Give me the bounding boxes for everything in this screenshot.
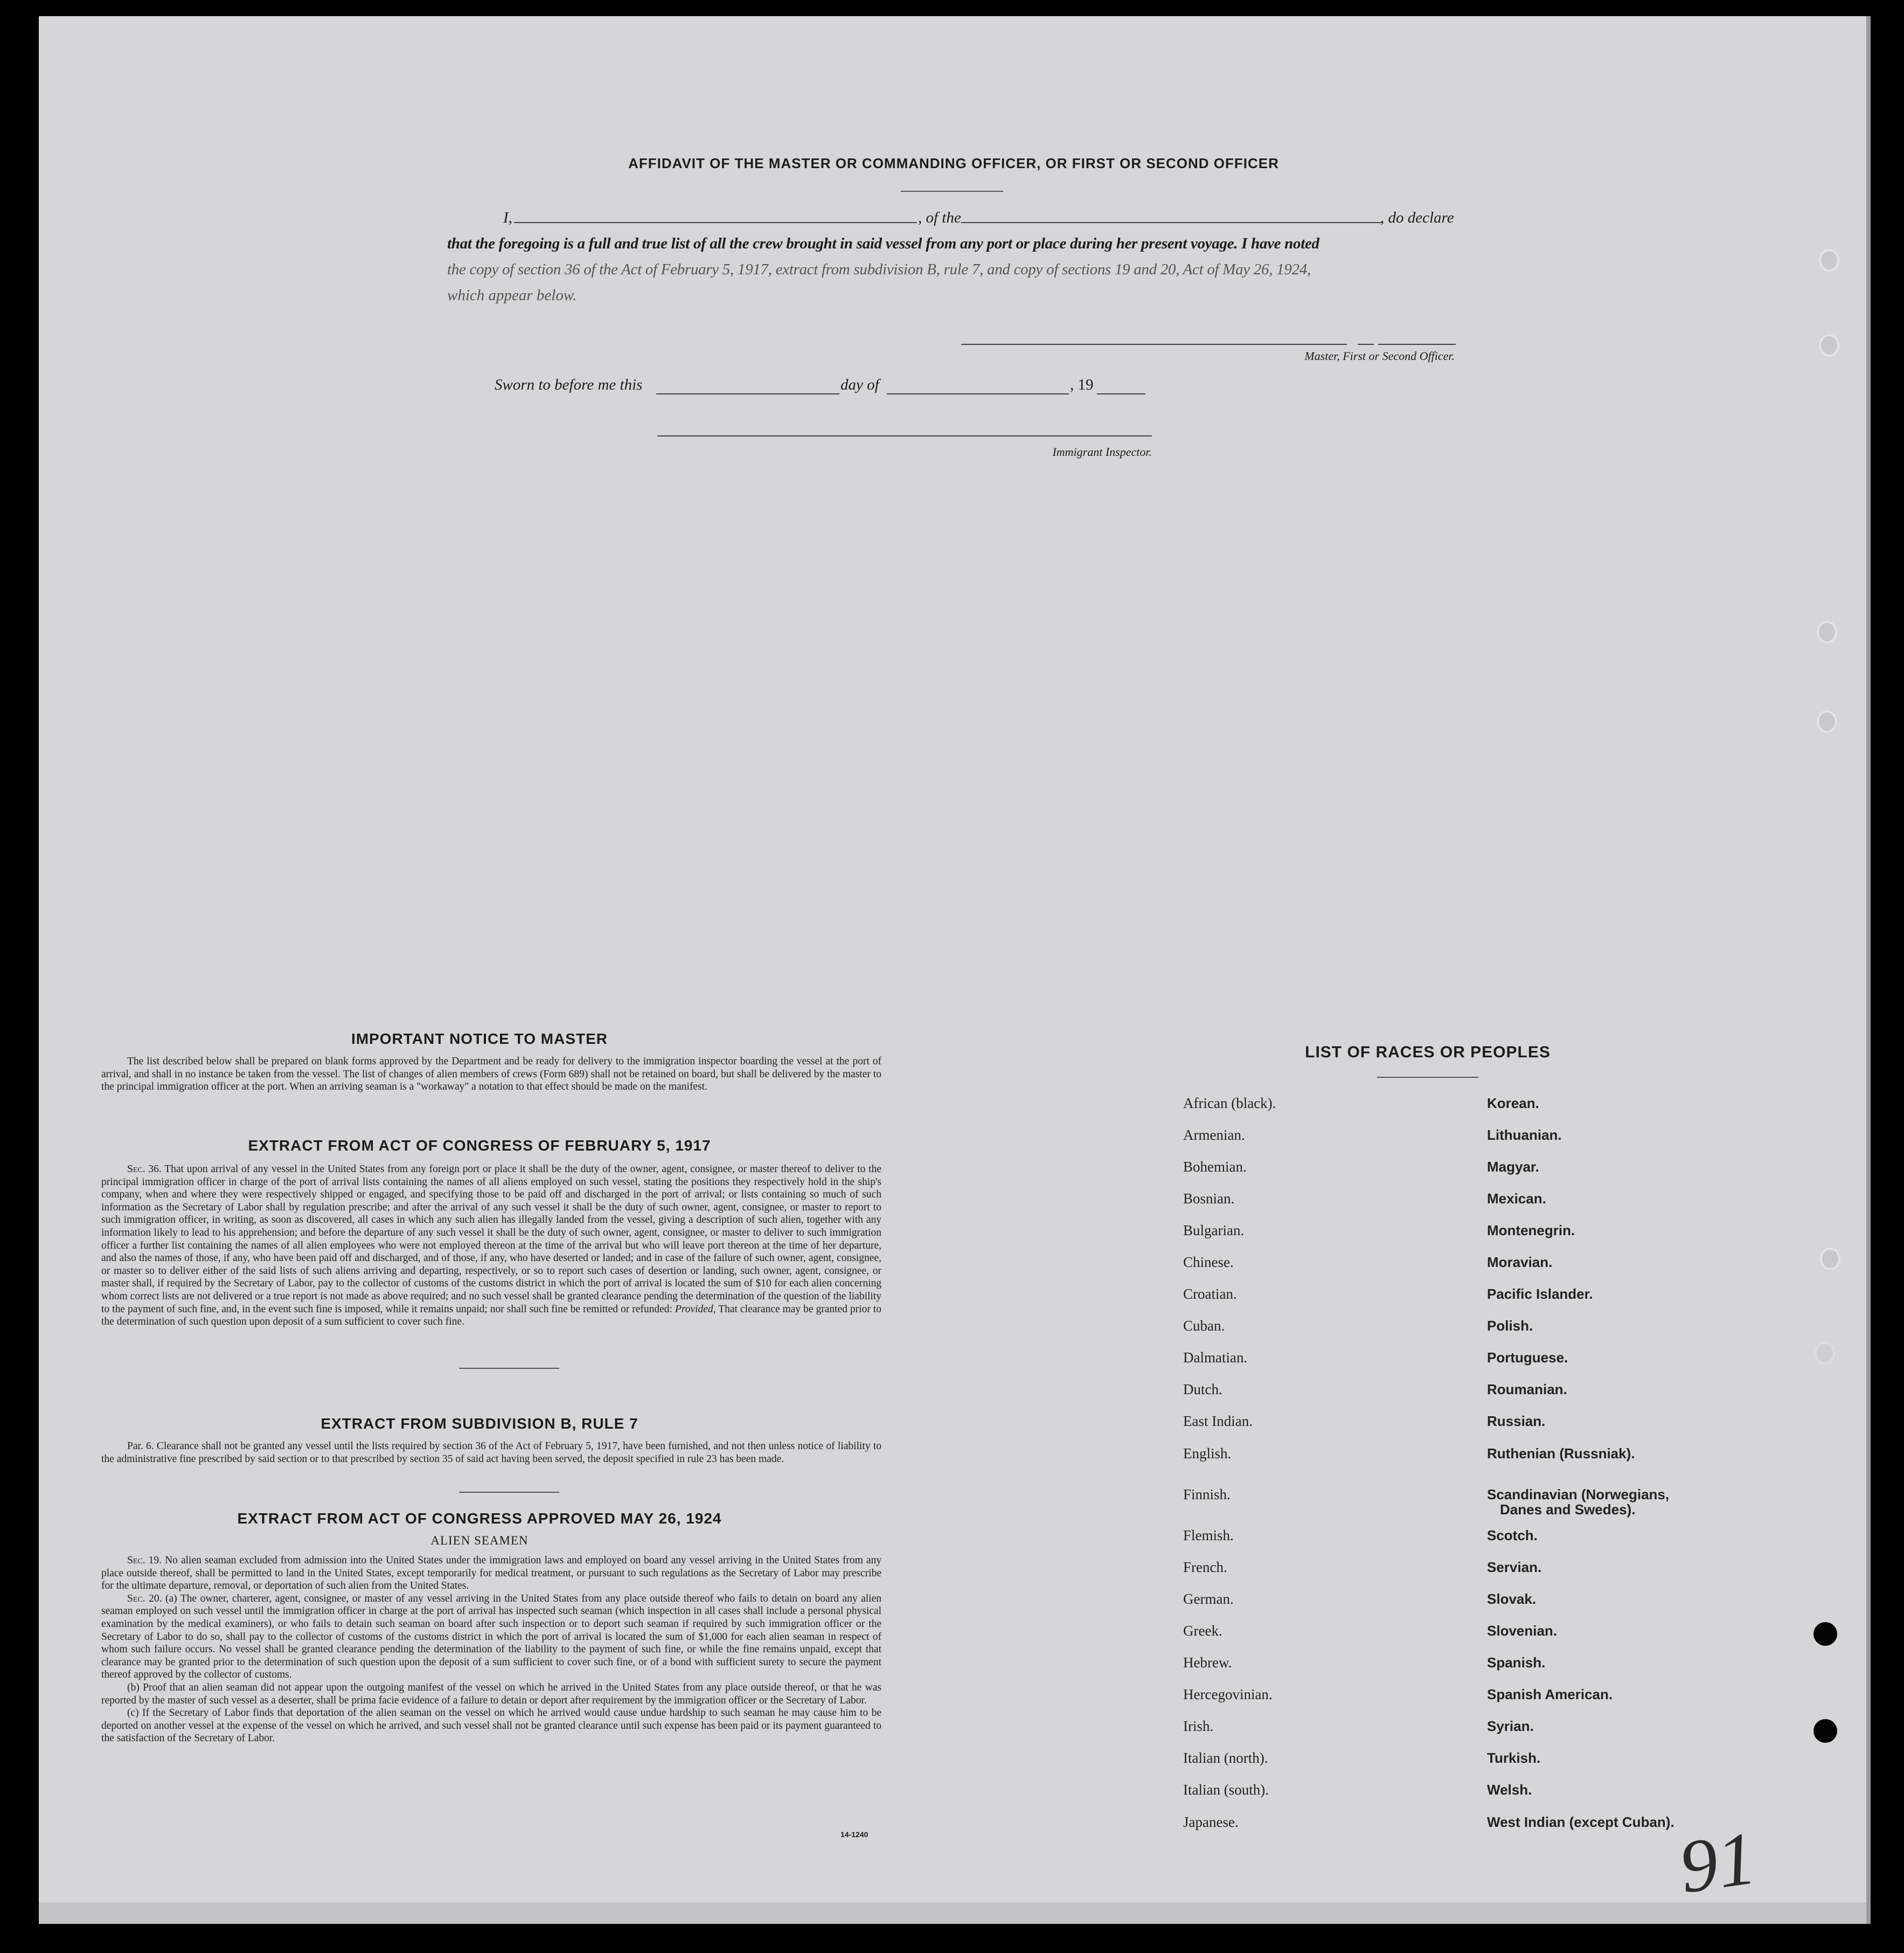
sec-36-text: That upon arrival of any vessel in the United States from any foreign port or place it shall be the duty of the owner, agent, consignee, or master thereof to deliver to the principal immigration officer in charge of the port of arrival lists containing the names of all aliens employed on such vessel, stating the positions they respectively hold in the ship's company, when and where they were respectively shipped or engaged, and specifying those to be paid off and discharged in the port of arrival; or lists containing so much of such information as the Secretary of Labor shall by regulation prescribe; and after the arrival of any such vessel it shall be the duty of such owner, agent, consignee, or master to report to such immigration officer, in writing, as soon as discovered, all cases in which any such alien has illegally landed from the vessel, giving a description of such alien, together with any information likely to lead to his apprehension; and before the departure of any such vessel it shall be the duty of such owner, agent, consignee, or master to deliver to such immigration officer a further list containing the names of all alien employees who were not employed thereon at the time of the arrival but who will leave port thereon at the time of her departure, and also the names of those, if any, who have been paid off and discharged, and of those, if any, who have deserted or landed; and in case of the failure of such owner, agent, consignee, or master so to deliver either of the said lists of such aliens arriving and departing, respectively, or so to report such cases of desertion or landing, such owner, agent, consignee, or master shall, if required by the Secretary of Labor, pay to the collector of customs of the customs district in which the port of arrival is located the sum of $10 for each alien concerning whom correct lists are not delivered or a true report is not made as above required; and no such vessel shall be granted clearance pending the determination of the question of the liability to the payment of such fine, and, in the event such fine is imposed, while it remains unpaid; nor shall such fine be remitted or refunded:: [101, 1164, 881, 1315]
affidavit-body-line-1: that the foregoing is a full and true list of all the crew brought in said vessel from any port or place during her present voyage. I have noted: [447, 235, 1319, 252]
race-scandinavian-continued: Danes and Swedes).: [1500, 1501, 1636, 1518]
signature-line-tail: [1378, 344, 1456, 345]
race-right-item: Roumanian.: [1487, 1381, 1567, 1397]
sec-19-label: Sec. 19.: [127, 1555, 162, 1566]
extract-divider: [459, 1368, 559, 1369]
race-right-item: Servian.: [1487, 1559, 1542, 1575]
race-right-item: Ruthenian (Russniak).: [1487, 1445, 1635, 1462]
races-divider: [1377, 1077, 1478, 1078]
extract-1917-block: [101, 1163, 881, 1328]
binder-hole-icon: [1817, 621, 1837, 643]
race-right-item: Slovenian.: [1487, 1623, 1558, 1639]
race-left-item: Hercegovinian.: [1183, 1686, 1273, 1702]
master-signature-line[interactable]: [961, 344, 1347, 345]
notice-text-block: [101, 1055, 881, 1093]
sec-20-text: (a) The owner, charterer, agent, consignee, or master of any vessel arriving in the United States from any place outside thereof who fails to detain on board any alien seaman employed on such vessel until the immigration officer in charge at the port of arrival has inspected such seaman (which inspection in all cases shall include a personal physical examination by the medical examiners), or who fails to detain such seaman on board after such inspection or to deport such seaman if required by such immigration officer or the Secretary of Labor to do so, shall pay to the collector of customs of the customs district in which the port of arrival is located the sum of $1,000 for each alien seaman in respect of whom such failure occurs. No vessel shall be granted clearance pending the determination of the liability to the payment of such fine, or while the fine remains unpaid, except that clearance may be granted prior to the determination of such question upon the deposit of a sum sufficient to cover such fine, or of a bond with sufficient surety to secure the payment thereof approved by the collector of customs.: [101, 1592, 881, 1681]
vessel-name-blank[interactable]: [961, 222, 1381, 223]
race-right-item: Turkish.: [1487, 1750, 1541, 1766]
sworn-text: Sworn to before me this: [495, 376, 643, 393]
inspector-signature-line[interactable]: [657, 435, 1152, 437]
race-right-item: Spanish American.: [1487, 1686, 1613, 1702]
sec-20-label: Sec. 20.: [127, 1592, 162, 1604]
race-left-item: Armenian.: [1183, 1127, 1245, 1143]
race-left-item: Cuban.: [1183, 1318, 1225, 1334]
race-left-item: Flemish.: [1183, 1527, 1234, 1543]
master-signature-label: Master, First or Second Officer.: [1304, 349, 1455, 363]
binder-hole-icon: [1817, 710, 1837, 733]
affidavit-title: AFFIDAVIT OF THE MASTER OR COMMANDING OFFICER, OR FIRST OR SECOND OFFICER: [628, 155, 1279, 171]
binder-hole-dark-icon: [1813, 1719, 1837, 1743]
sworn-year-prefix: , 19: [1070, 376, 1094, 393]
notice-title: IMPORTANT NOTICE TO MASTER: [351, 1030, 608, 1047]
notice-text: The list described below shall be prepared on blank forms approved by the Department and be ready for delivery to the immigration inspector boarding the vessel at the port of arrival, and shall in no instance be taken from the vessel. The list of changes of alien members of crews (Form 689) shall not be retained on board, but shall be delivered by the master to the principal immigration officer at the port. When an arriving seaman is a "workaway" a notation to that effect should be made on the manifest.: [101, 1056, 881, 1093]
page-edge: [1866, 16, 1871, 1924]
race-right-item: Welsh.: [1487, 1782, 1532, 1798]
race-left-item: Bulgarian.: [1183, 1222, 1245, 1238]
race-right-item: Syrian.: [1487, 1718, 1534, 1734]
race-left-item: Dalmatian.: [1183, 1349, 1248, 1366]
race-left-item: Bosnian.: [1183, 1190, 1235, 1207]
provided-label: Provided,: [675, 1303, 716, 1315]
form-number: 14-1240: [840, 1830, 868, 1839]
race-right-item: Lithuanian.: [1487, 1127, 1562, 1143]
race-left-item: Italian (north).: [1183, 1750, 1268, 1766]
race-right-item: Montenegrin.: [1487, 1222, 1575, 1238]
race-left-item: German.: [1183, 1591, 1234, 1607]
extract-rule7-title: EXTRACT FROM SUBDIVISION B, RULE 7: [321, 1415, 638, 1432]
sworn-day-blank[interactable]: [656, 393, 839, 394]
race-right-item: Moravian.: [1487, 1254, 1553, 1270]
affidavit-do-declare: , do declare: [1380, 209, 1454, 226]
affidavit-of-the: , of the: [918, 209, 961, 226]
handwritten-page-number: 91: [1674, 1816, 1761, 1909]
affidavit-body-line-2: the copy of section 36 of the Act of February 5, 1917, extract from subdivision B, rule 7, and copy of sections 19 and 20, Act of May 26, 1924,: [447, 261, 1311, 278]
race-right-item: Portuguese.: [1487, 1349, 1568, 1366]
sec-36-label: Sec. 36.: [127, 1164, 162, 1175]
extract-1924-block: [101, 1554, 881, 1745]
race-left-item: Dutch.: [1183, 1381, 1222, 1397]
race-left-item: Croatian.: [1183, 1286, 1237, 1302]
race-right-item: Slovak.: [1487, 1591, 1537, 1607]
race-left-item: Greek.: [1183, 1623, 1222, 1639]
race-left-item: Chinese.: [1183, 1254, 1234, 1270]
race-left-item: Finnish.: [1183, 1486, 1231, 1502]
officer-name-blank[interactable]: [514, 222, 917, 223]
race-left-item: Bohemian.: [1183, 1159, 1247, 1175]
binder-hole-dark-icon: [1813, 1622, 1837, 1646]
race-left-item: Italian (south).: [1183, 1782, 1269, 1798]
inspector-label: Immigrant Inspector.: [1052, 445, 1152, 459]
race-left-item: French.: [1183, 1559, 1227, 1575]
race-right-item: Scotch.: [1487, 1527, 1538, 1543]
race-right-item: Korean.: [1487, 1095, 1539, 1111]
race-right-item: Scandinavian (Norwegians,: [1487, 1486, 1670, 1502]
race-left-item: Hebrew.: [1183, 1654, 1232, 1671]
sworn-month-blank[interactable]: [887, 393, 1069, 394]
binder-hole-icon: [1820, 1248, 1840, 1270]
race-left-item: East Indian.: [1183, 1413, 1253, 1429]
race-left-item: Japanese.: [1183, 1814, 1239, 1830]
signature-line-dash: [1358, 344, 1374, 345]
extract-divider: [459, 1492, 559, 1493]
binder-hole-icon: [1815, 1342, 1835, 1365]
alien-seamen-subtitle: ALIEN SEAMEN: [430, 1534, 529, 1547]
sworn-day-of: day of: [840, 376, 879, 393]
race-left-item: African (black).: [1183, 1095, 1276, 1111]
sec-20-para-c: (c) If the Secretary of Labor finds that deportation of the alien seaman on the vessel on which he arrived would cause undue hardship to such seaman he may cause him to be deported on another vessel at the expense of the vessel on which he arrived, and such vessel shall not be granted clearance until such expense has been paid or its payment guaranteed to the satisfaction of the Secretary of Labor.: [101, 1707, 881, 1744]
rule7-text: Par. 6. Clearance shall not be granted any vessel until the lists required by section 36 of the Act of February 5, 1917, have been furnished, and not then unless notice of liability to the administrative fine prescribed by said section or to that prescribed by section 35 of said act having been served, the deposit specified in rule 23 has been made.: [101, 1440, 881, 1465]
sec-20-para-b: (b) Proof that an alien seaman did not appear upon the outgoing manifest of the vessel on which he arrived in the United States from any place outside thereof, or that he was reported by the master of such vessel as a deserter, shall be prima facie evidence of a failure to detain or deport after requirement by the immigration officer or the Secretary of Labor.: [101, 1681, 881, 1706]
extract-rule7-block: [101, 1440, 881, 1465]
race-left-item: Irish.: [1183, 1718, 1214, 1734]
binder-hole-icon: [1819, 249, 1839, 272]
race-left-item: English.: [1183, 1445, 1232, 1462]
sworn-year-blank[interactable]: [1097, 393, 1145, 394]
affidavit-i-label: I,: [503, 209, 512, 226]
extract-1917-title: EXTRACT FROM ACT OF CONGRESS OF FEBRUARY 5, 1917: [248, 1137, 711, 1154]
sec-36-text-end: That clearance may be granted prior to the determination of such question upon deposit of a sum sufficient to cover such fine.: [101, 1303, 881, 1328]
races-title: LIST OF RACES OR PEOPLES: [1305, 1043, 1551, 1061]
title-divider: [901, 191, 1003, 192]
race-right-item: Magyar.: [1487, 1159, 1539, 1175]
sec-19-text: No alien seaman excluded from admission into the United States under the immigration laws and employed on board any vessel arriving in the United States from any place outside thereof, shall be permitted to land in the United States, except temporarily for medical treatment, or pursuant to such regulations as the Secretary of Labor may prescribe for the ultimate departure, removal, or deportation of such alien from the United States.: [101, 1555, 881, 1592]
affidavit-body-line-3: which appear below.: [447, 287, 577, 304]
extract-1924-title: EXTRACT FROM ACT OF CONGRESS APPROVED MAY 26, 1924: [237, 1510, 722, 1527]
binder-hole-icon: [1819, 334, 1839, 357]
race-right-item: Mexican.: [1487, 1190, 1546, 1207]
race-right-item: West Indian (except Cuban).: [1487, 1814, 1674, 1830]
page-bottom-edge: [39, 1902, 1866, 1924]
race-right-item: Pacific Islander.: [1487, 1286, 1593, 1302]
race-right-item: Polish.: [1487, 1318, 1533, 1334]
race-right-item: Russian.: [1487, 1413, 1546, 1429]
race-right-item: Spanish.: [1487, 1654, 1546, 1671]
